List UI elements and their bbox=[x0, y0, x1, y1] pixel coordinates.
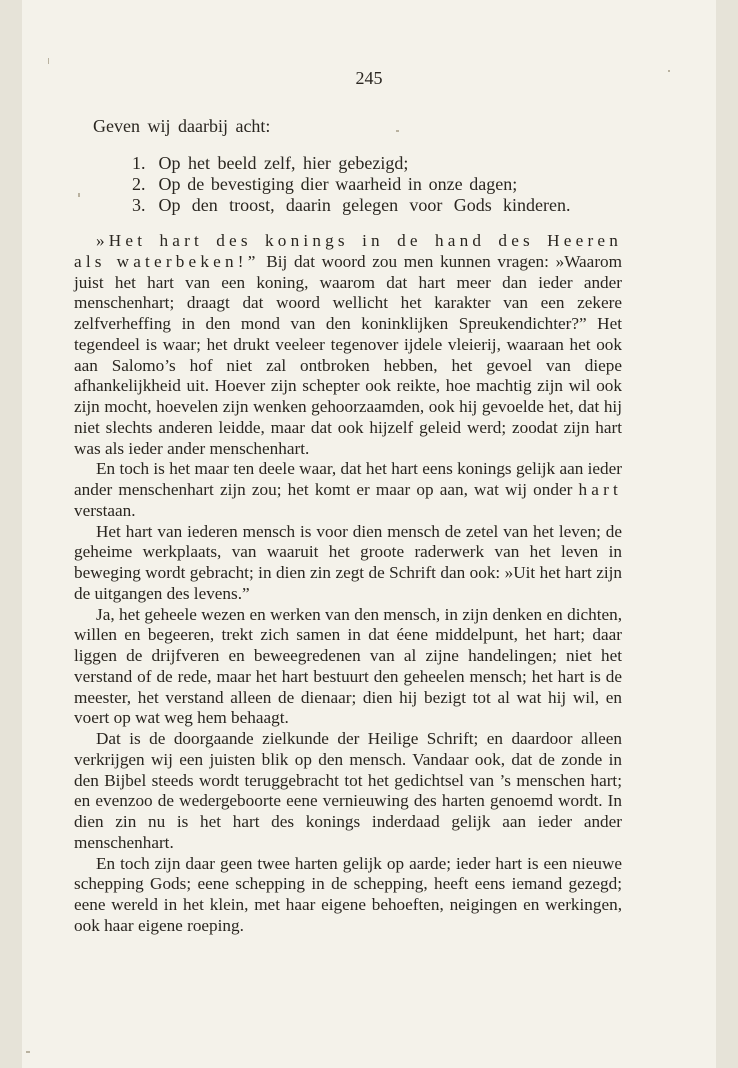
list-number: 2. bbox=[132, 174, 146, 194]
list-number: 3. bbox=[132, 195, 146, 215]
intro-line: Geven wij daarbij acht: bbox=[93, 116, 271, 136]
list-text: Op het beeld zelf, hier gebezigd; bbox=[158, 153, 409, 173]
paragraph: En toch zijn daar geen twee harten gelijk op aarde; ieder hart is een nieuwe schepping Gods; eene schepping in de schepping, heeft eens iemand gezegd; eene wereld in het klein, met haar eigene behoeften, neigingen en werkingen, ook haar eigene roeping. bbox=[74, 853, 622, 935]
list-text: Op de bevestiging dier waarheid in onze dagen; bbox=[158, 174, 518, 194]
numbered-list bbox=[132, 153, 571, 216]
body-text bbox=[74, 231, 622, 937]
paragraph-text: Bij dat woord zou men kunnen vragen: »Waarom juist het hart van een koning, waarom dat hart meer dan ieder ander menschenhart; draagt dat woord wellicht het karakter van een zekere zelfverheffing in den mond van den koninklijken Spreukendichter?” Het tegendeel is waar; het drukt veeleer tegenover ijdele vleierij, waaraan het ook aan Salomo’s hof niet zal ontbroken hebben, het gevoel van diepe afhankelijkheid uit. Hoever zijn schepter ook reikte, hoe machtig zijn wil ook zijn mocht, hoevelen zijn wenken gehoorzaamden, ook hij gevoelde het, dat hij niet slechts anderen leidde, maar dat ook hijzelf geleid werd; zoodat zijn hart was als ieder ander menschenhart. bbox=[74, 251, 622, 458]
page-speck bbox=[396, 130, 399, 132]
paragraph bbox=[74, 459, 622, 521]
paragraph: Het hart van iederen mensch is voor dien mensch de zetel van het leven; de geheime werkplaats, van waaruit het groote raderwerk van het leven in beweging wordt gebracht; in dien zin zegt de Schrift dan ook: »Uit het hart zijn de uitgangen des levens.” bbox=[74, 521, 622, 603]
spaced-word: hart bbox=[578, 480, 622, 499]
page-number: 245 bbox=[355, 68, 383, 88]
list-item bbox=[132, 153, 571, 174]
page-speck bbox=[48, 58, 49, 64]
book-page bbox=[22, 0, 716, 1068]
list-item bbox=[132, 174, 571, 195]
spaced-quote: »Het hart des konings in de hand des Heeren als waterbeken!” bbox=[74, 231, 622, 271]
paragraph: Ja, het geheele wezen en werken van den mensch, in zijn denken en dichten, willen en begeeren, trekt zich samen in dat éene middelpunt, het hart; daar liggen de drijfveren en beweegredenen van al zijne handelingen; niet het verstand of de rede, maar het hart bestuurt den geheelen mensch; het hart is de meester, het verstand alleen de dienaar; dien hij bezigt tot al wat hij wil, en voert op wat weg hem behaagt. bbox=[74, 604, 622, 728]
paragraph: Dat is de doorgaande zielkunde der Heilige Schrift; en daardoor alleen verkrijgen wij een juisten blik op den mensch. Vandaar ook, dat de zonde in den Bijbel steeds wordt teruggebracht tot het gedichtsel van ’s menschen hart; en evenzoo de wedergeboorte eene vernieuwing des harten genoemd wordt. In dien zin nu is het hart des konings inderdaad gelijk aan ieder ander menschenhart. bbox=[74, 729, 622, 852]
list-text: Op den troost, daarin gelegen voor Gods kinderen. bbox=[158, 195, 571, 215]
page-speck bbox=[78, 193, 80, 197]
list-item bbox=[132, 195, 571, 216]
paragraph-text: verstaan. bbox=[74, 500, 136, 520]
paragraph bbox=[74, 231, 622, 459]
paragraph-text: En toch is het maar ten deele waar, dat het hart eens konings gelijk aan ieder ander menschenhart zijn zou; het komt er maar op aan, wat wij onder bbox=[74, 459, 622, 499]
page-speck bbox=[26, 1051, 30, 1053]
list-number: 1. bbox=[132, 153, 146, 173]
